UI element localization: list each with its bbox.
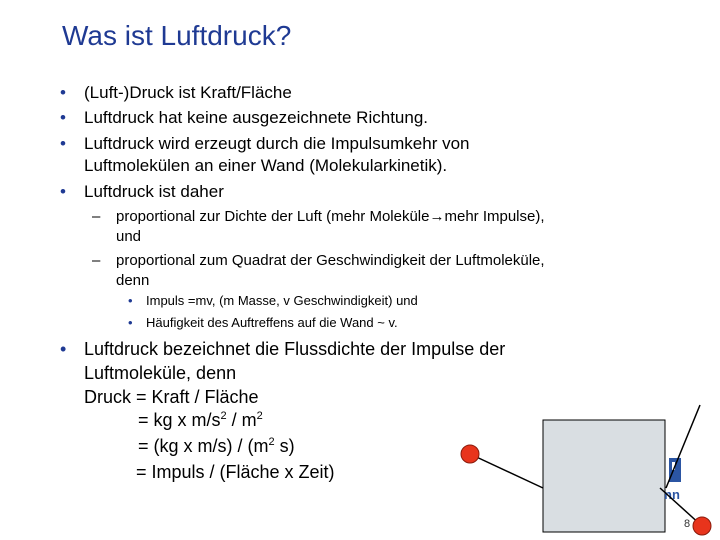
sub-bullet-text: und (116, 228, 142, 245)
sub-sub-bullet-text: Häufigkeit des Auftreffens auf die Wand ~ v. (146, 315, 398, 330)
formula-exponent: 2 (220, 410, 227, 422)
logo-fragment (664, 458, 681, 502)
molecule (461, 445, 479, 463)
dash-marker: – (92, 252, 101, 269)
trajectory-in (470, 454, 543, 488)
bullet-text: Luftdruck bezeichnet die Flussdichte der Impulse der (84, 339, 506, 359)
bullet-text: Luftdruck ist daher (84, 182, 224, 201)
formula-exponent: 2 (268, 436, 275, 448)
bullet-marker: • (60, 134, 66, 153)
formula-text: = kg x m/s (138, 410, 221, 430)
trajectory-out (666, 405, 700, 488)
sub-sub-bullet-text: Impuls =mv, (m Masse, v Geschwindigkeit) und (146, 293, 418, 308)
wall-box (543, 420, 665, 532)
formula-exponent: 2 (256, 410, 263, 422)
bullet-text: Luftdruck hat keine ausgezeichnete Richtung. (84, 108, 429, 127)
sub-bullet-text: proportional zur Dichte der Luft (mehr Moleküle→mehr Impulse), (116, 208, 545, 225)
slide-title: Was ist Luftdruck? (62, 20, 292, 51)
formula-line: Druck = Kraft / Fläche (84, 387, 259, 407)
bullet-text: Luftmolekülen an einer Wand (Molekularkinetik). (84, 156, 448, 175)
formula-text: = (kg x m/s) / (m (138, 436, 269, 456)
svg-text:nn: nn (664, 487, 680, 502)
bullet-marker: • (60, 182, 66, 201)
bullet-text: (Luft-)Druck ist Kraft/Fläche (84, 83, 292, 102)
formula-line-3: = Impuls / (Fläche x Zeit) (136, 462, 335, 482)
molecule (693, 517, 711, 535)
page-number: 8 (684, 518, 691, 530)
bullet-text: Luftmoleküle, denn (84, 363, 237, 383)
formula-text: / m (226, 410, 257, 430)
sub-bullet-text: denn (116, 272, 150, 289)
sub-bullet-text: proportional zum Quadrat der Geschwindigkeit der Luftmoleküle, (116, 252, 545, 269)
bullet-marker: • (128, 293, 133, 308)
bullet-marker: • (60, 339, 67, 359)
bullet-text: Luftdruck wird erzeugt durch die Impulsumkehr von (84, 134, 470, 153)
bullet-marker: • (60, 83, 66, 102)
dash-marker: – (92, 208, 101, 225)
bullet-marker: • (128, 315, 133, 330)
bullet-marker: • (60, 108, 66, 127)
formula-text: s) (274, 436, 295, 456)
